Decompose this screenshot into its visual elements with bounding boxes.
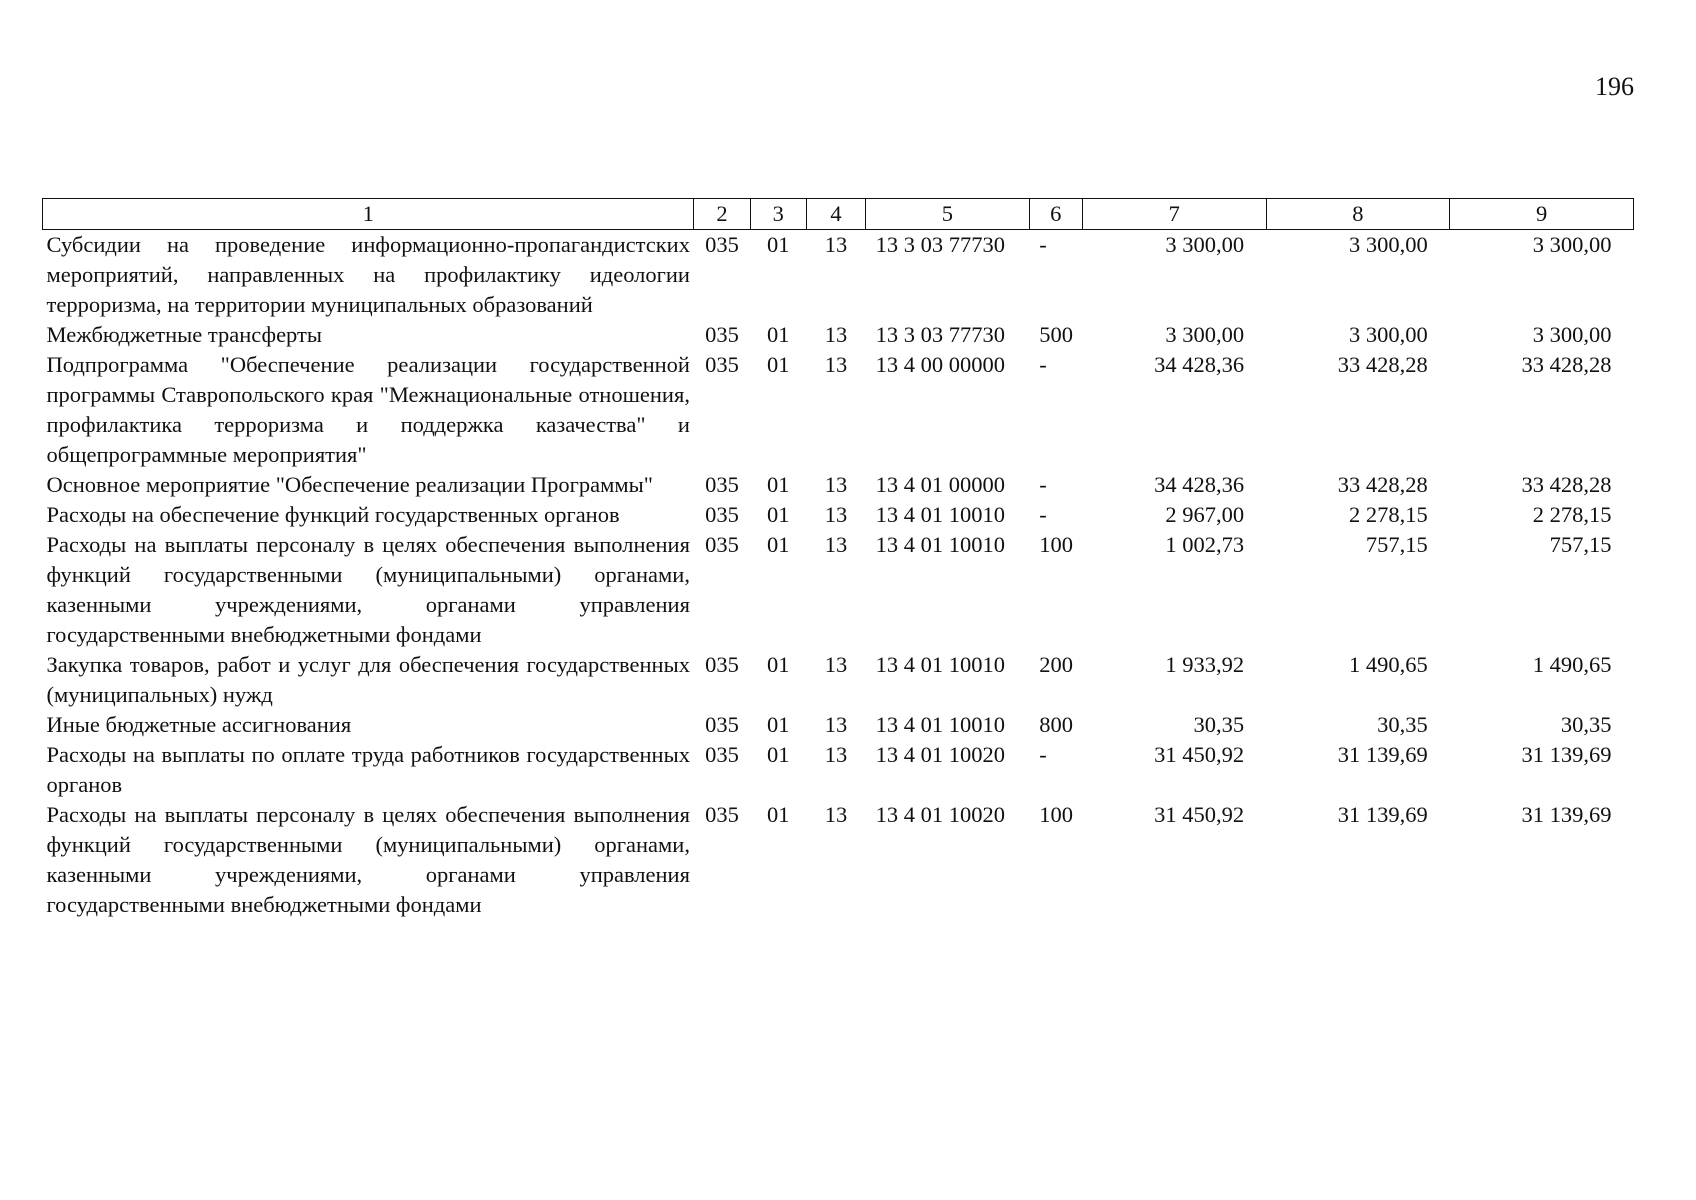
ministry-code: 035 <box>705 712 739 737</box>
expense-type-code: - <box>1039 232 1047 257</box>
amount-col-8: 3 300,00 <box>1349 232 1428 257</box>
table-row <box>43 740 1634 800</box>
amount-col-8: 30,35 <box>1377 712 1428 737</box>
amount-col-9: 2 278,15 <box>1532 502 1612 527</box>
amount-col-9: 33 428,28 <box>1521 472 1612 497</box>
subsection-code: 13 <box>824 352 848 377</box>
target-article-code: 13 4 01 10010 <box>875 502 1005 527</box>
section-code: 01 <box>767 742 790 767</box>
expense-type-code: 100 <box>1039 802 1073 827</box>
section-code: 01 <box>767 352 790 377</box>
table-row <box>43 710 1634 740</box>
table-row <box>43 500 1634 530</box>
amount-col-8: 33 428,28 <box>1337 352 1428 377</box>
subsection-code: 13 <box>824 712 848 737</box>
ministry-code: 035 <box>705 502 739 527</box>
expense-name: Расходы на выплаты по оплате труда работников государственных органов <box>46 742 690 797</box>
expense-type-code: - <box>1039 472 1047 497</box>
target-article-code: 13 4 01 10010 <box>875 652 1005 677</box>
header-col-8: 8 <box>1266 199 1450 230</box>
expense-type-code: 100 <box>1039 532 1073 557</box>
section-code: 01 <box>767 712 790 737</box>
expense-name: Подпрограмма "Обеспечение реализации государственной программы Ставропольского края "Межнациональные отношения, профилактика терроризма и поддержка казачества" и общепрограммные мероприятия" <box>46 352 690 467</box>
amount-col-9: 31 139,69 <box>1521 742 1612 767</box>
section-code: 01 <box>767 802 790 827</box>
expense-type-code: 200 <box>1039 652 1073 677</box>
subsection-code: 13 <box>824 652 848 677</box>
subsection-code: 13 <box>824 742 848 767</box>
amount-col-7: 1 002,73 <box>1165 532 1245 557</box>
ministry-code: 035 <box>705 322 739 347</box>
subsection-code: 13 <box>824 532 848 557</box>
expense-type-code: 800 <box>1039 712 1073 737</box>
table-row <box>43 470 1634 500</box>
expense-name: Расходы на выплаты персоналу в целях обеспечения выполнения функций государственными (муниципальными) органами, казенными учреждениями, органами управления государственными внебюджетными фондами <box>46 802 690 917</box>
target-article-code: 13 4 01 10020 <box>875 742 1005 767</box>
target-article-code: 13 4 00 00000 <box>875 352 1005 377</box>
expense-type-code: - <box>1039 742 1047 767</box>
header-col-2: 2 <box>694 199 750 230</box>
header-col-7: 7 <box>1082 199 1266 230</box>
subsection-code: 13 <box>824 322 848 347</box>
amount-col-9: 31 139,69 <box>1521 802 1612 827</box>
amount-col-9: 30,35 <box>1560 712 1612 737</box>
target-article-code: 13 4 01 10010 <box>875 532 1005 557</box>
ministry-code: 035 <box>705 532 739 557</box>
amount-col-8: 33 428,28 <box>1337 472 1428 497</box>
amount-col-8: 2 278,15 <box>1349 502 1428 527</box>
expense-type-code: - <box>1039 502 1047 527</box>
table-header <box>43 199 1634 230</box>
expense-name: Межбюджетные трансферты <box>46 322 322 347</box>
ministry-code: 035 <box>705 652 739 677</box>
table-row <box>43 350 1634 470</box>
budget-table <box>42 198 1634 920</box>
expense-name: Расходы на выплаты персоналу в целях обеспечения выполнения функций государственными (муниципальными) органами, казенными учреждениями, органами управления государственными внебюджетными фондами <box>46 532 690 647</box>
amount-col-7: 30,35 <box>1193 712 1245 737</box>
amount-col-7: 3 300,00 <box>1165 232 1245 257</box>
amount-col-8: 3 300,00 <box>1349 322 1428 347</box>
expense-type-code: 500 <box>1039 322 1073 347</box>
expense-name: Субсидии на проведение информационно-пропагандистских мероприятий, направленных на профилактику идеологии терроризма, на территории муниципальных образований <box>46 232 690 317</box>
header-col-5: 5 <box>866 199 1030 230</box>
ministry-code: 035 <box>705 802 739 827</box>
section-code: 01 <box>767 652 790 677</box>
subsection-code: 13 <box>824 232 848 257</box>
expense-type-code: - <box>1039 352 1047 377</box>
amount-col-9: 3 300,00 <box>1532 322 1612 347</box>
header-col-9: 9 <box>1450 199 1634 230</box>
ministry-code: 035 <box>705 472 739 497</box>
table-row <box>43 320 1634 350</box>
amount-col-7: 2 967,00 <box>1165 502 1245 527</box>
amount-col-8: 31 139,69 <box>1337 742 1428 767</box>
amount-col-8: 31 139,69 <box>1337 802 1428 827</box>
header-col-6: 6 <box>1029 199 1082 230</box>
ministry-code: 035 <box>705 352 739 377</box>
expense-name: Основное мероприятие "Обеспечение реализации Программы" <box>46 472 653 497</box>
amount-col-7: 31 450,92 <box>1154 742 1245 767</box>
amount-col-9: 1 490,65 <box>1532 652 1612 677</box>
table-row <box>43 800 1634 920</box>
target-article-code: 13 3 03 77730 <box>875 232 1005 257</box>
expense-name: Закупка товаров, работ и услуг для обеспечения государственных (муниципальных) нужд <box>46 652 690 707</box>
section-code: 01 <box>767 322 790 347</box>
amount-col-9: 757,15 <box>1549 532 1612 557</box>
amount-col-7: 31 450,92 <box>1154 802 1245 827</box>
target-article-code: 13 4 01 00000 <box>875 472 1005 497</box>
amount-col-7: 34 428,36 <box>1154 352 1245 377</box>
amount-col-7: 1 933,92 <box>1165 652 1245 677</box>
subsection-code: 13 <box>824 472 848 497</box>
amount-col-9: 33 428,28 <box>1521 352 1612 377</box>
subsection-code: 13 <box>824 802 848 827</box>
header-col-1: 1 <box>43 199 694 230</box>
header-col-3: 3 <box>750 199 806 230</box>
header-col-4: 4 <box>806 199 865 230</box>
amount-col-8: 757,15 <box>1365 532 1428 557</box>
amount-col-9: 3 300,00 <box>1532 232 1612 257</box>
section-code: 01 <box>767 472 790 497</box>
target-article-code: 13 3 03 77730 <box>875 322 1005 347</box>
expense-name: Иные бюджетные ассигнования <box>46 712 352 737</box>
target-article-code: 13 4 01 10010 <box>875 712 1005 737</box>
ministry-code: 035 <box>705 232 739 257</box>
table-row <box>43 530 1634 650</box>
amount-col-8: 1 490,65 <box>1349 652 1428 677</box>
target-article-code: 13 4 01 10020 <box>875 802 1005 827</box>
section-code: 01 <box>767 502 790 527</box>
section-code: 01 <box>767 532 790 557</box>
table-row <box>43 230 1634 321</box>
section-code: 01 <box>767 232 790 257</box>
expense-name: Расходы на обеспечение функций государственных органов <box>46 502 620 527</box>
amount-col-7: 3 300,00 <box>1165 322 1245 347</box>
table-row <box>43 650 1634 710</box>
subsection-code: 13 <box>824 502 848 527</box>
ministry-code: 035 <box>705 742 739 767</box>
page-number: 196 <box>1595 72 1634 101</box>
table-body <box>43 230 1634 921</box>
header-row <box>43 199 1634 230</box>
amount-col-7: 34 428,36 <box>1154 472 1245 497</box>
